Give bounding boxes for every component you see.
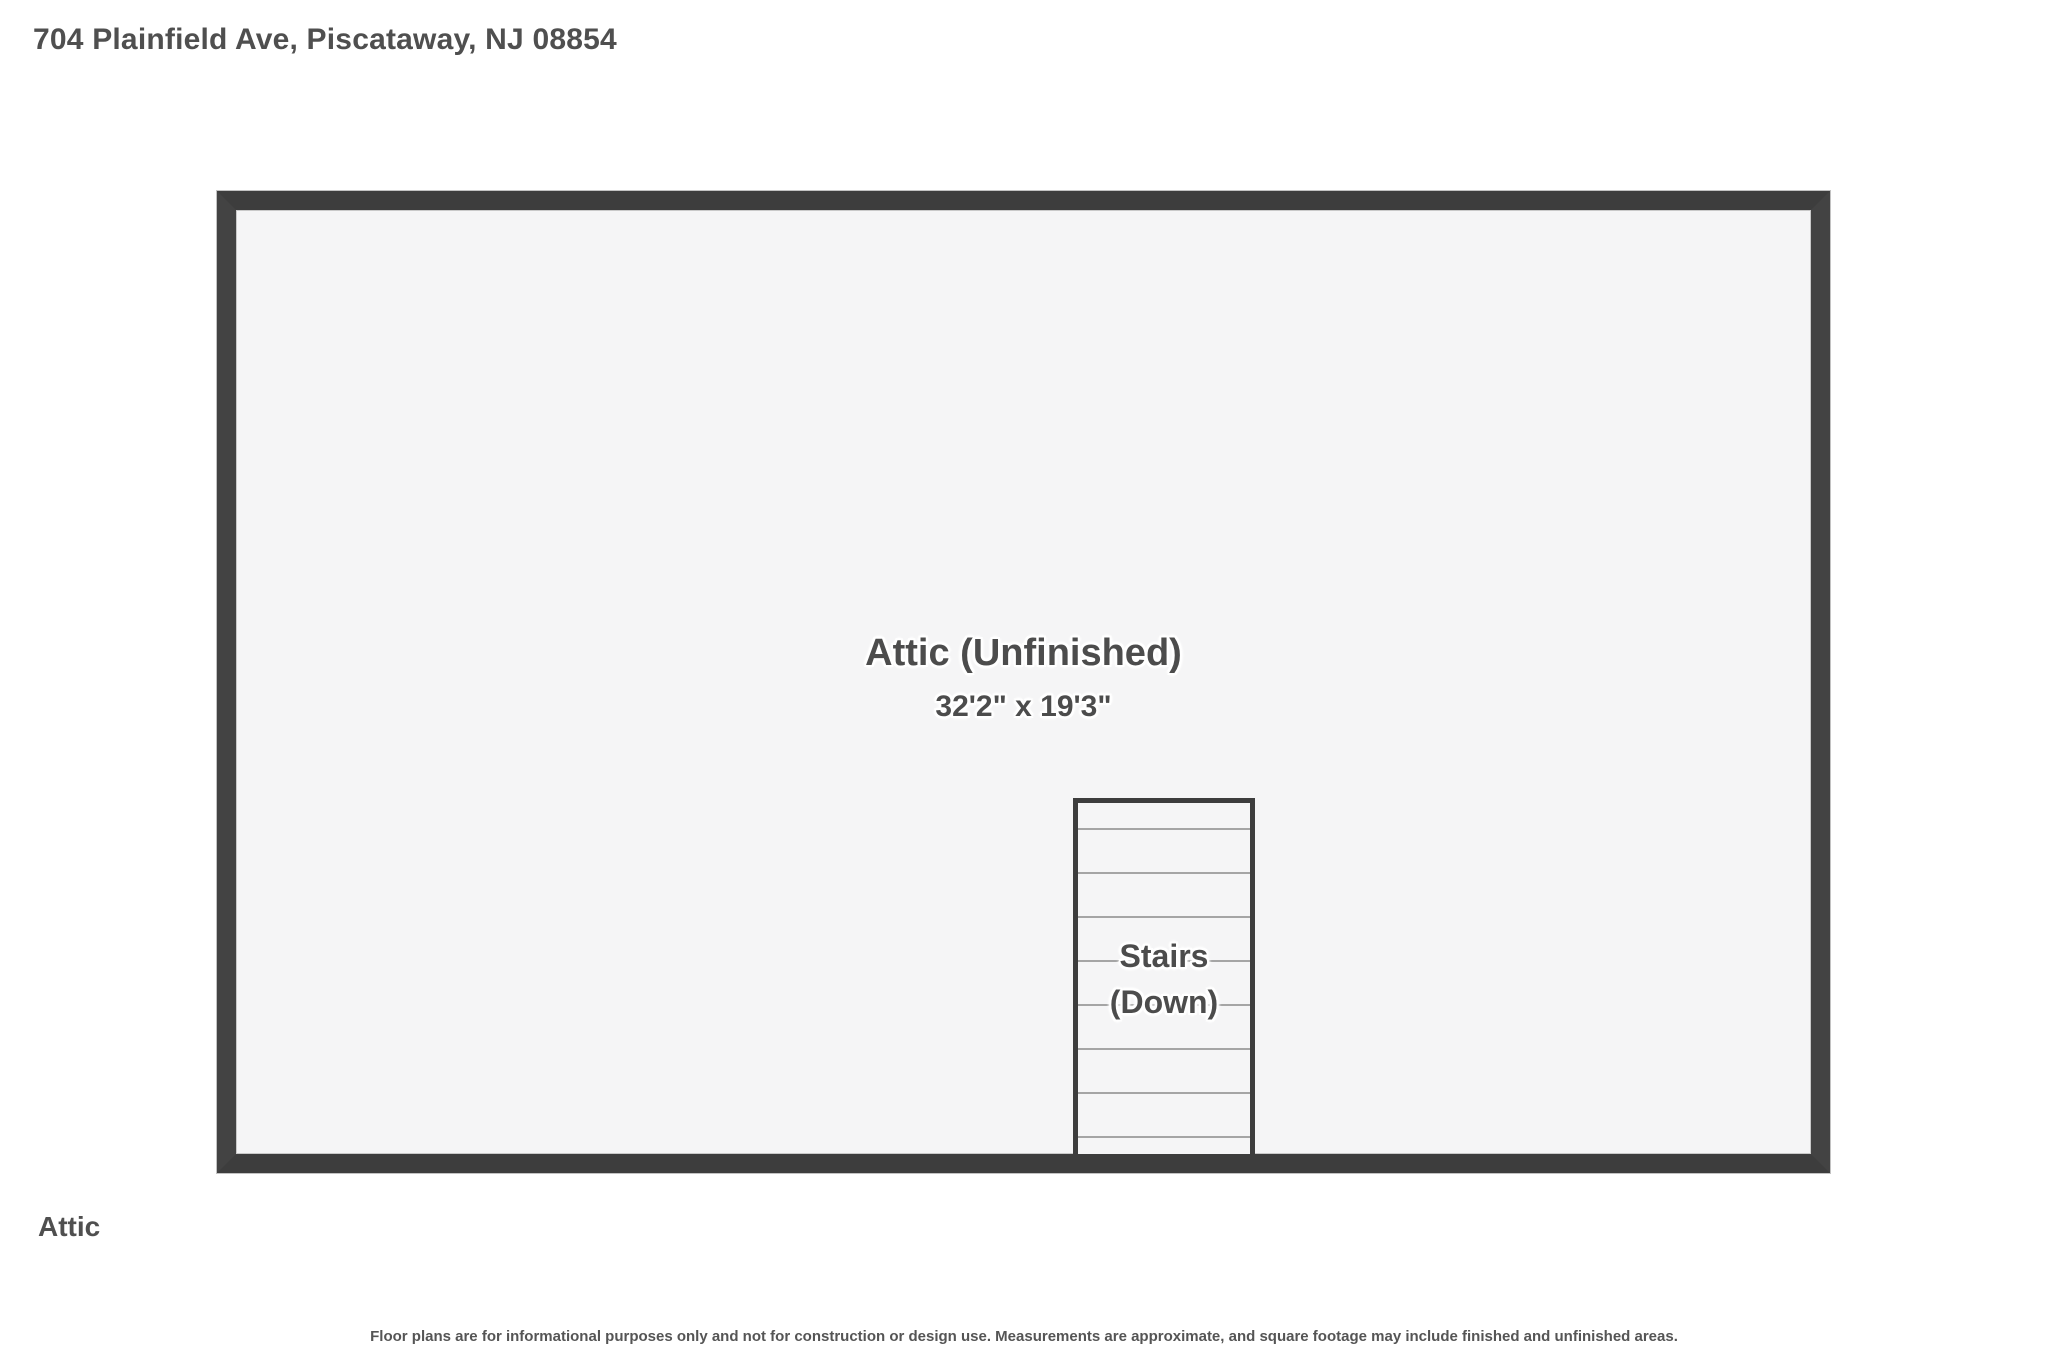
stairs-label-line1: Stairs [1119, 937, 1209, 974]
stair-step-line [1078, 1048, 1250, 1050]
room-dimensions: 32'2" x 19'3" [935, 690, 1112, 723]
floor-label: Attic [38, 1211, 101, 1242]
stairs-label-line2: (Down) [1109, 983, 1219, 1020]
stair-step-line [1078, 872, 1250, 874]
room-name: Attic (Unfinished) [865, 632, 1182, 674]
stair-step-line [1078, 916, 1250, 918]
stair-step-line [1078, 1092, 1250, 1094]
disclaimer-text: Floor plans are for informational purposes only and not for construction or design use. Measurements are approximate, and square footage may include finished and unfinished areas. [370, 1328, 1678, 1345]
stair-step-line [1078, 1136, 1250, 1138]
stairs [1073, 798, 1255, 1154]
page-title: 704 Plainfield Ave, Piscataway, NJ 08854 [33, 23, 617, 56]
floor-plan-outline [217, 191, 1830, 1173]
stairs-label [1110, 933, 1218, 1025]
stair-step-line [1078, 828, 1250, 830]
room-label [236, 631, 1811, 725]
